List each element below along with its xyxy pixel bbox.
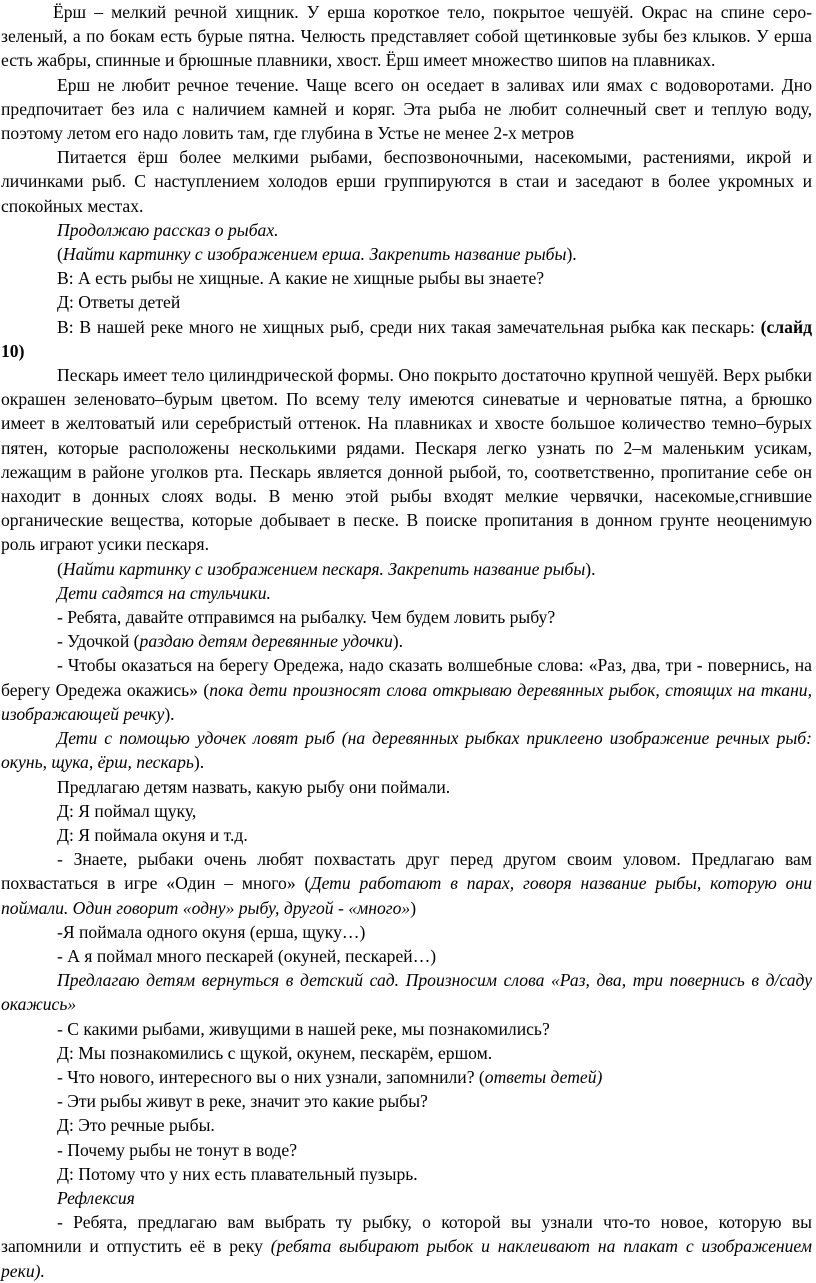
paragraph-swim-bladder: Д: Потому что у них есть плавательный пузырь. (57, 1163, 418, 1184)
paragraph-children-fishing: Дети с помощью удочек ловят рыб (на деревянных рыбках приклеено изображение речных рыб: окунь, щука, ёрш, пескарь). (1, 728, 812, 773)
paragraph-sink-question: - Почему рыбы не тонут в воде? (57, 1139, 298, 1160)
paragraph-river-fish-question: - Эти рыбы живут в реке, значит это какие рыбы? (57, 1091, 428, 1112)
paragraph-gudgeon-description: Пескарь имеет тело цилиндрической формы. Оно покрыто достаточно крупной чешуёй. Верх рыбки окрашен зеленовато–бурым цветом. По всему телу имеются синеватые и черноватые пятна, а брюшко имеет в желтоватый или серебристый оттенок. На плавниках и хвосте большое количество темно–бурых пятен, которые расположены несколькими рядами. Пескаря легко узнать по 2–м маленьким усикам, лежащим в районе уголков рта. Пескарь является донной рыбой, то, соответственно, пропитание себе он находит в донных слоях воды. В меню этой рыбы входят мелкие червячки, насекомые,сгнившие органические вещества, которые добывает в песке. В поиске пропитания в донном грунте неоценимую роль играют усики пескаря. (1, 365, 812, 555)
paragraph-choose-fish: - Ребята, предлагаю вам выбрать ту рыбку, о которой вы узнали что-то новое, которую вы запомнили и отпустить её в реку (ребята выбирают рыбок и наклеивают на плакат с изображением реки). (1, 1212, 812, 1281)
paragraph-answer-perch: Д: Я поймала окуня и т.д. (57, 824, 248, 845)
paragraph-met-fish: Д: Мы познакомились с щукой, окунем, пескарём, ершом. (57, 1042, 493, 1063)
paragraph-name-fish: Предлагаю детям назвать, какую рыбу они поймали. (57, 776, 451, 797)
paragraph-ruff-habitat: Ерш не любит речное течение. Чаще всего он оседает в заливах или ямах с водоворотами. Дно предпочитает без ила с наличием камней и коряг. Эта рыба не любит солнечный свет и теплую воду, поэтому летом его надо ловить там, где глубина в Устье не менее 2-х метров (1, 74, 812, 144)
paragraph-which-fish: - С какими рыбами, живущими в нашей реке, мы познакомились? (57, 1018, 550, 1039)
paragraph-reflection-heading: Рефлексия (57, 1187, 135, 1208)
paragraph-game-one-many: - Знаете, рыбаки очень любят похвастать друг перед другом своим уловом. Предлагаю вам похвастаться в игре «Один – много» (Дети работают в парах, говоря название рыбы, которую они поймали. Один говорит «одну» рыбу, другой - «много») (1, 849, 813, 918)
paragraph-gudgeon-intro: В: В нашей реке много не хищных рыб, среди них такая замечательная рыбка как пескарь: (слайд 10) (1, 316, 812, 361)
paragraph-ruff-description: Ёрш – мелкий речной хищник. У ерша короткое тело, покрытое чешуёй. Окрас на спине серо-зеленый, а по бокам есть бурые пятна. Челюсть представляет собой щетинковые зубы без клыков. У ерша есть жабры, спинные и брюшные плавники, хвост. Ёрш имеет множество шипов на плавниках. (1, 2, 812, 71)
paragraph-answer-pike: Д: Я поймал щуку, (57, 800, 197, 821)
slide-label: (слайд 10) (1, 316, 812, 361)
paragraph-continue-story: Продолжаю рассказ о рыбах. (57, 219, 279, 240)
paragraph-question-nonpredatory: В: А есть рыбы не хищные. А какие не хищные рыбы вы знаете? (57, 268, 545, 289)
paragraph-children-sit: Дети садятся на стульчики. (57, 582, 271, 603)
paragraph-ruff-picture: (Найти картинку с изображением ерша. Закрепить название рыбы). (57, 244, 577, 265)
paragraph-what-new: - Что нового, интересного вы о них узнали, запомнили? (ответы детей) (57, 1066, 603, 1087)
paragraph-gudgeon-picture: (Найти картинку с изображением пескаря. Закрепить название рыбы). (57, 558, 596, 579)
paragraph-magic-words: - Чтобы оказаться на берегу Оредежа, надо сказать волшебные слова: «Раз, два, три - повернись, на берегу Оредежа окажись» (пока дети произносят слова открываю деревянных рыбок, стоящих на ткани, изображающей речку). (1, 655, 812, 724)
paragraph-fishing-rod: - Удочкой (раздаю детям деревянные удочки). (57, 631, 404, 652)
paragraph-fishing-trip: - Ребята, давайте отправимся на рыбалку. Чем будем ловить рыбу? (57, 607, 556, 628)
paragraph-one-perch: -Я поймала одного окуня (ерша, щуку…) (57, 921, 366, 942)
paragraph-many-gudgeons: - А я поймал много пескарей (окуней, пескарей…) (57, 945, 437, 966)
paragraph-return-kindergarten: Предлагаю детям вернуться в детский сад. Произносим слова «Раз, два, три повернись в д/саду окажись» (1, 970, 812, 1015)
paragraph-children-answers: Д: Ответы детей (57, 292, 181, 313)
paragraph-river-fish-answer: Д: Это речные рыбы. (57, 1115, 215, 1136)
paragraph-ruff-diet: Питается ёрш более мелкими рыбами, беспозвоночными, насекомыми, растениями, икрой и личинками рыб. С наступлением холодов ерши группируются в стаи и заседают в более укромных и спокойных местах. (1, 147, 812, 216)
